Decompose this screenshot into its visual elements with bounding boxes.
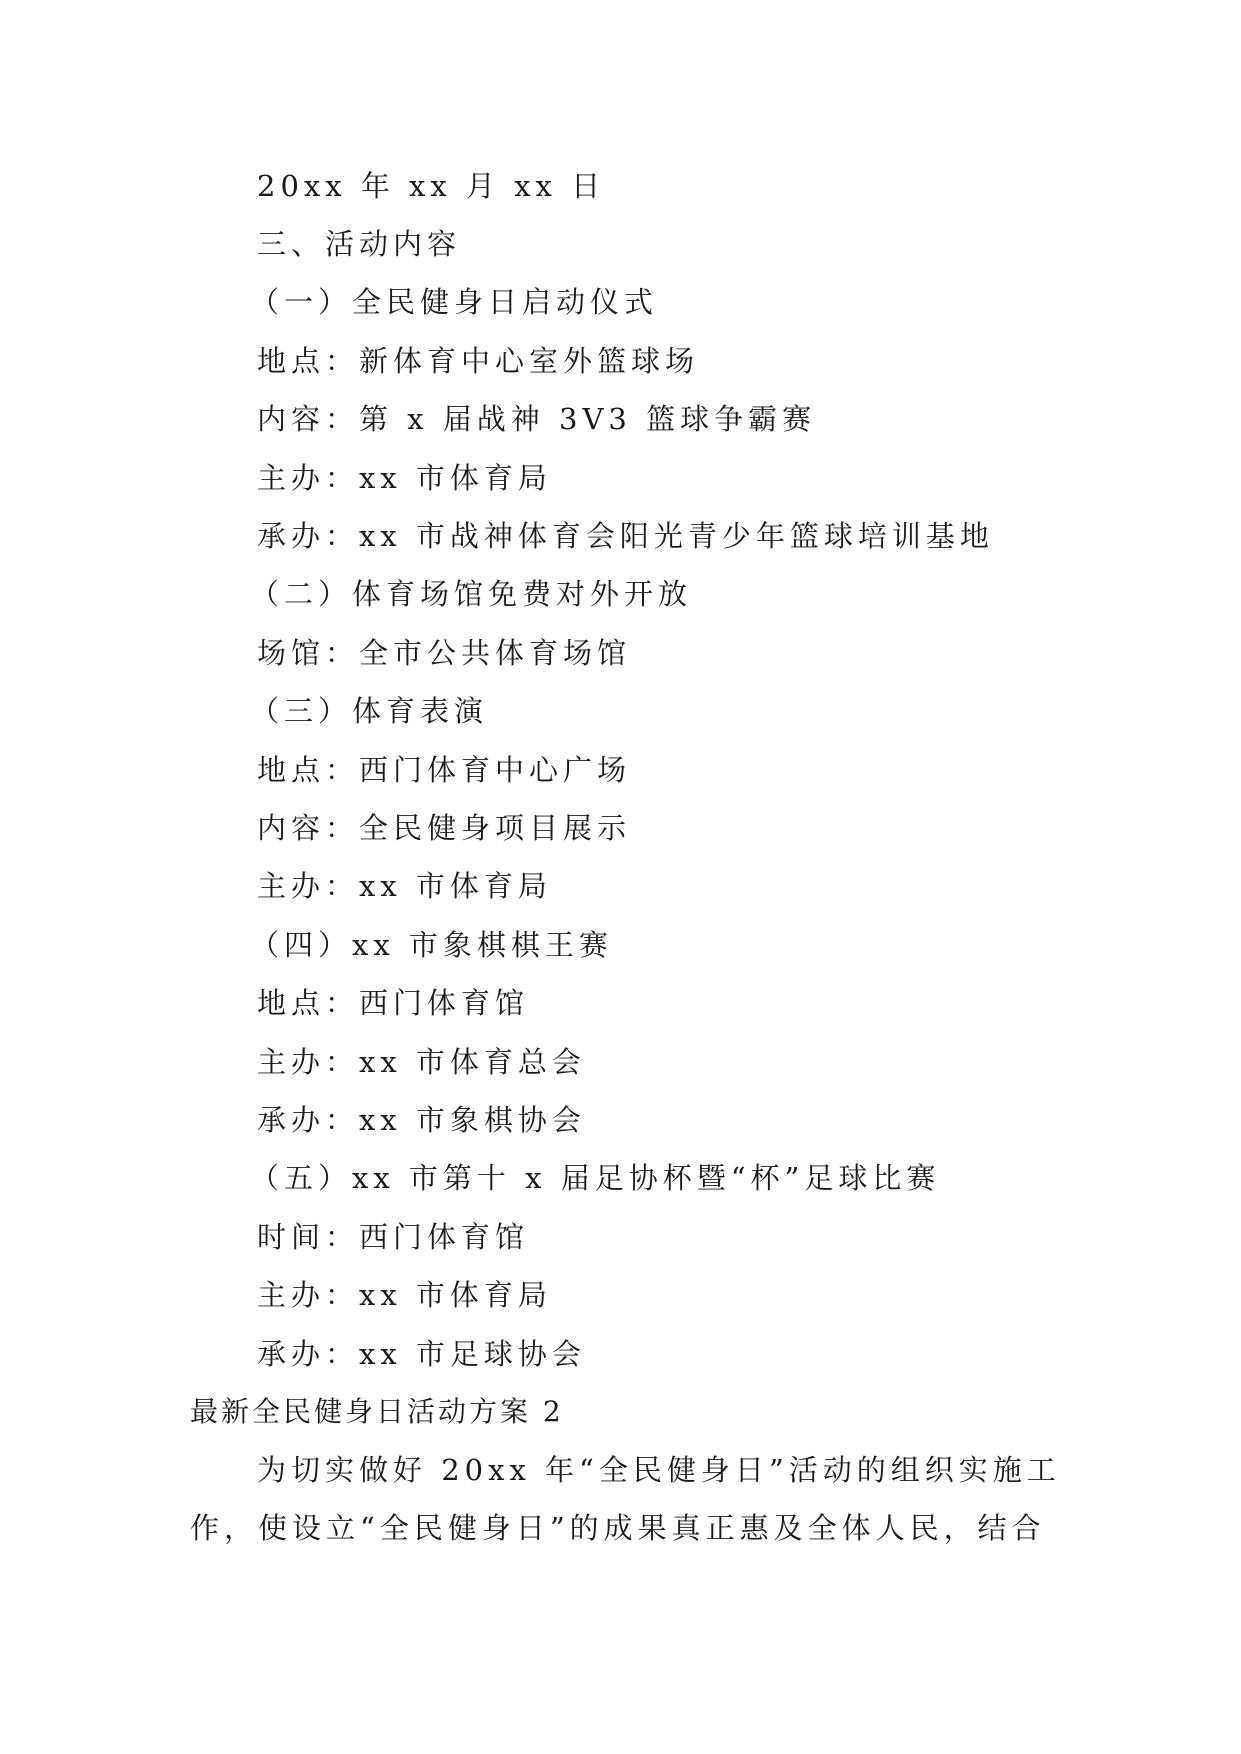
item-5-host: 主办：xx 市体育局 <box>257 1278 552 1312</box>
item-3-content: 内容：全民健身项目展示 <box>257 811 632 845</box>
section-heading-activity-content: 三、活动内容 <box>257 227 462 261</box>
item-3-title: （三）体育表演 <box>250 694 489 728</box>
item-4-host: 主办：xx 市体育总会 <box>257 1045 586 1079</box>
document-section-title: 最新全民健身日活动方案 2 <box>190 1395 564 1428</box>
item-4-title: （四）xx 市象棋棋王赛 <box>250 928 613 962</box>
paragraph-line-1: 为切实做好 20xx 年“全民健身日”活动的组织实施工 <box>257 1453 1061 1487</box>
item-4-organizer: 承办：xx 市象棋协会 <box>257 1103 586 1137</box>
item-2-venue: 场馆：全市公共体育场馆 <box>257 636 632 670</box>
item-1-organizer: 承办：xx 市战神体育会阳光青少年篮球培训基地 <box>257 519 994 553</box>
item-1-host: 主办：xx 市体育局 <box>257 461 552 495</box>
item-3-location: 地点：西门体育中心广场 <box>257 753 632 787</box>
item-1-location: 地点：新体育中心室外篮球场 <box>257 344 700 378</box>
item-5-time: 时间：西门体育馆 <box>257 1220 530 1254</box>
paragraph-line-2: 作，使设立“全民健身日”的成果真正惠及全体人民，结合 <box>190 1511 1046 1545</box>
date-line: 20xx 年 xx 月 xx 日 <box>257 169 606 203</box>
item-5-organizer: 承办：xx 市足球协会 <box>257 1337 586 1371</box>
item-5-title: （五）xx 市第十 x 届足协杯暨“杯”足球比赛 <box>250 1161 941 1195</box>
item-1-title: （一）全民健身日启动仪式 <box>250 285 659 319</box>
item-2-title: （二）体育场馆免费对外开放 <box>250 577 693 611</box>
item-4-location: 地点：西门体育馆 <box>257 986 530 1020</box>
item-1-content: 内容：第 x 届战神 3V3 篮球争霸赛 <box>257 402 817 436</box>
item-3-host: 主办：xx 市体育局 <box>257 869 552 903</box>
